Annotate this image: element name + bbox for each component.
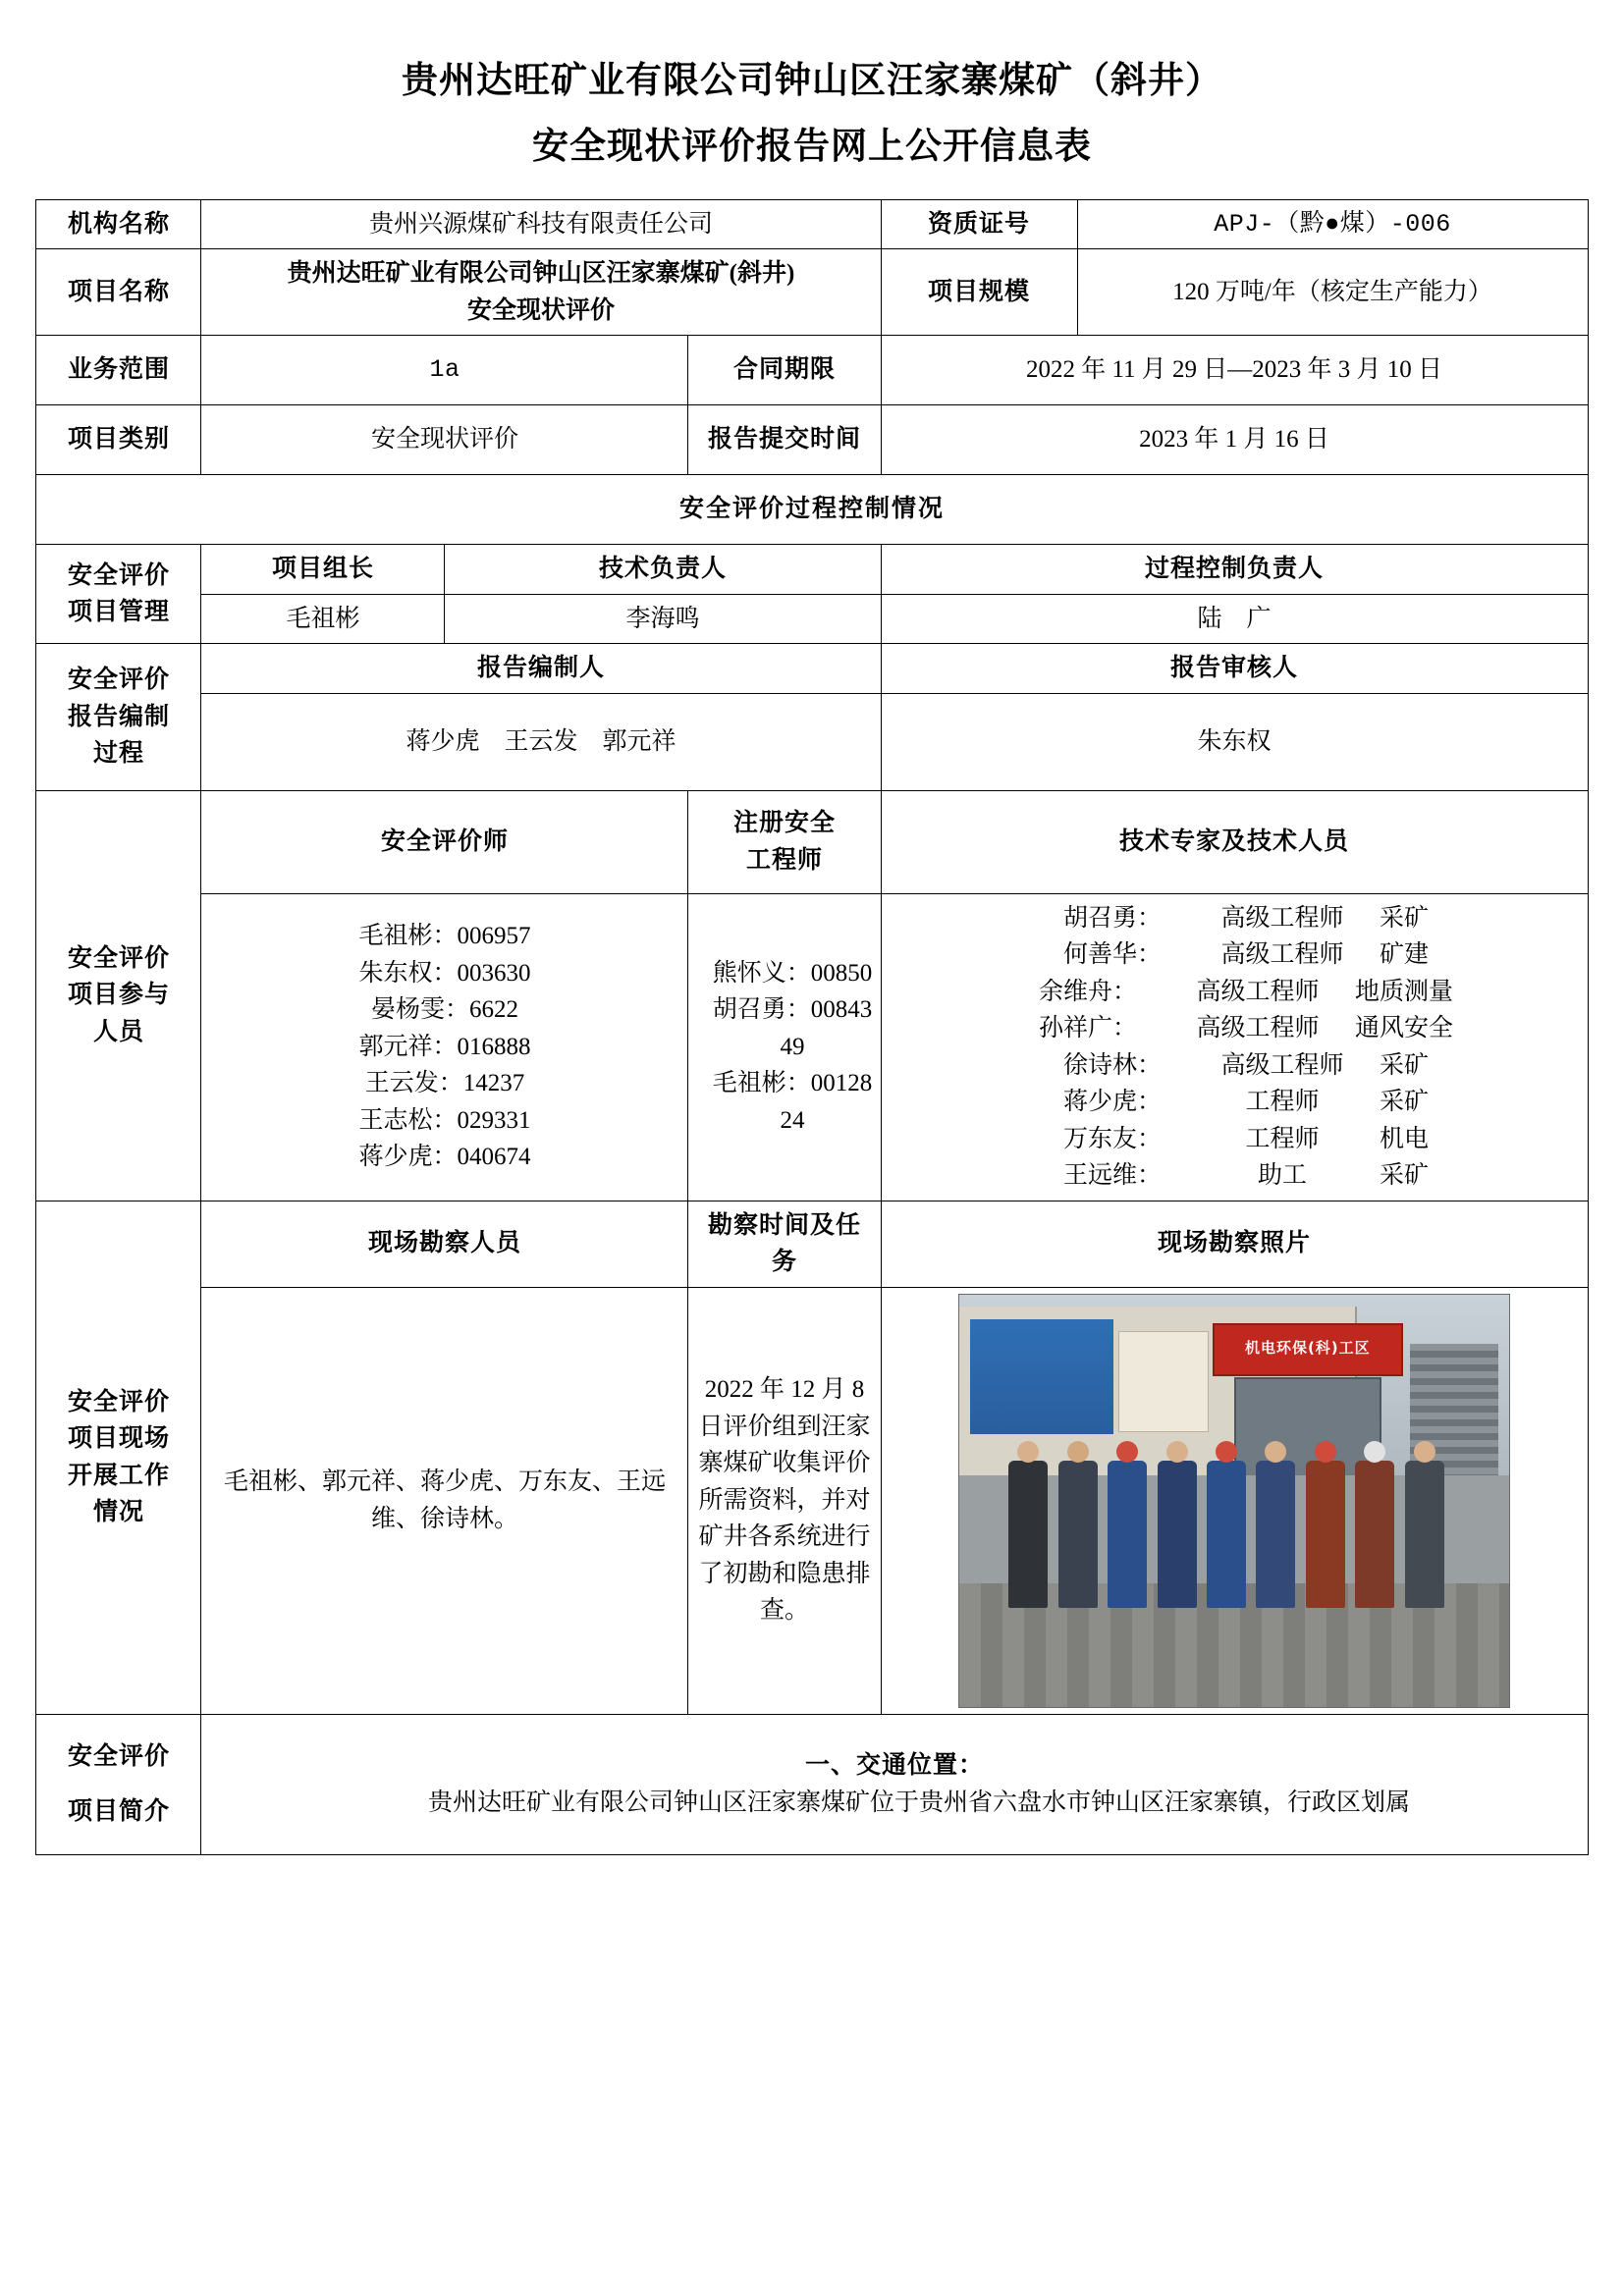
intro-content [201,1714,1588,1854]
expert-title: 高级工程师 [1220,1051,1344,1079]
table-row [36,336,1588,405]
page-title-line1: 贵州达旺矿业有限公司钟山区汪家寨煤矿（斜井） [402,61,1222,101]
expert-name: 何善华： [1062,941,1162,969]
registered-engineer-header-line1: 注册安全 [732,810,836,837]
contract-period-value: 2022 年 11 月 29 日—2023 年 3 月 10 日 [881,336,1588,405]
list-item: 蒋少虎：040674 [358,1144,531,1171]
photo-person-head [1315,1441,1336,1463]
table-row [36,790,1588,893]
project-management-label [36,545,201,644]
expert-field: 地质测量 [1355,978,1454,1005]
list-item [890,900,1580,937]
list-item: 毛祖彬：0012824 [712,1070,873,1134]
list-item [890,1084,1580,1121]
expert-title: 高级工程师 [1220,941,1344,969]
photo-person-head [1265,1441,1286,1463]
project-name-line2: 安全现状评价 [466,296,615,324]
participants-label-line3: 人员 [92,1018,144,1045]
site-photo-cell [881,1287,1588,1714]
table-row [36,644,1588,694]
expert-field: 采矿 [1380,1089,1430,1116]
submit-time-value: 2023 年 1 月 16 日 [881,405,1588,475]
expert-name: 万东友： [1062,1125,1162,1152]
report-process-label-line3: 过程 [92,740,144,768]
business-scope-label: 业务范围 [36,336,201,405]
site-time-header: 勘察时间及任务 [688,1201,881,1287]
project-name-line1: 贵州达旺矿业有限公司钟山区汪家寨煤矿(斜井) [287,260,795,288]
page-title-line2: 安全现状评价报告网上公开信息表 [532,127,1092,168]
project-name-label: 项目名称 [36,249,201,336]
photo-person [1158,1461,1197,1608]
expert-name: 徐诗林： [1062,1051,1162,1079]
table-row [36,1714,1588,1854]
expert-field: 机电 [1380,1125,1430,1152]
table-row [36,1287,1588,1714]
experts-list [881,893,1588,1201]
registered-engineer-header-line2: 工程师 [745,846,823,874]
page-title [35,53,1589,176]
expert-title: 工程师 [1245,1125,1320,1152]
list-item: 郭元祥：016888 [358,1033,531,1060]
photo-person-head [1166,1441,1188,1463]
table-row [36,693,1588,790]
expert-title: 助工 [1257,1162,1307,1190]
intro-paragraph: 贵州达旺矿业有限公司钟山区汪家寨煤矿位于贵州省六盘水市钟山区汪家寨镇，行政区划属 [427,1789,1410,1816]
writer-header: 报告编制人 [201,644,881,694]
tech-head-value: 李海鸣 [445,594,881,644]
list-item [890,1010,1580,1047]
photo-person-head [1216,1441,1237,1463]
project-scale-value: 120 万吨/年（核定生产能力） [1077,249,1588,336]
photo-person [1207,1461,1246,1608]
table-row [36,594,1588,644]
site-work-label [36,1201,201,1714]
expert-name: 王远维： [1062,1162,1162,1190]
business-scope-value: 1a [201,336,688,405]
cert-no-label: 资质证号 [881,199,1077,249]
expert-name: 余维舟： [1038,978,1137,1005]
table-row [36,405,1588,475]
table-row [36,893,1588,1201]
photo-person-head [1414,1441,1435,1463]
expert-title: 高级工程师 [1196,978,1320,1005]
intro-label-line2: 项目简介 [67,1797,170,1825]
participants-label-line1: 安全评价 [67,944,170,972]
photo-banner [970,1319,1113,1435]
reviewer-value: 朱东权 [881,693,1588,790]
table-row [36,475,1588,545]
process-head-value: 陆 广 [881,594,1588,644]
photo-person [1405,1461,1444,1608]
expert-title: 高级工程师 [1196,1015,1320,1042]
expert-field: 采矿 [1380,904,1430,932]
intro-label [36,1714,201,1854]
list-item: 毛祖彬：006957 [358,923,531,950]
list-item [890,936,1580,974]
org-name-label: 机构名称 [36,199,201,249]
registered-engineer-list [688,893,881,1201]
info-table [35,199,1588,1855]
report-process-label-line2: 报告编制 [67,703,170,730]
list-item [890,974,1580,1011]
process-head-header: 过程控制负责人 [881,545,1588,595]
intro-label-line1: 安全评价 [67,1743,170,1771]
cert-no-value: APJ-（黔●煤）-006 [1077,199,1588,249]
contract-period-label: 合同期限 [688,336,881,405]
site-survey-photo [958,1294,1510,1708]
submit-time-label: 报告提交时间 [688,405,881,475]
expert-field: 采矿 [1380,1162,1430,1190]
leader-header: 项目组长 [201,545,445,595]
list-item: 胡召勇：0084349 [712,996,873,1060]
site-time-value: 2022 年 12 月 8 日评价组到汪家寨煤矿收集评价所需资料，并对矿井各系统进行了初勘和隐患排查。 [688,1287,881,1714]
photo-person-head [1017,1441,1039,1463]
participants-label-line2: 项目参与 [67,982,170,1009]
project-type-label: 项目类别 [36,405,201,475]
expert-field: 通风安全 [1355,1015,1454,1042]
tech-head-header: 技术负责人 [445,545,881,595]
site-work-label-line1: 安全评价 [67,1388,170,1415]
list-item [890,1121,1580,1158]
expert-name: 胡召勇： [1062,904,1162,932]
project-management-label-line2: 项目管理 [67,599,170,626]
site-photo-header: 现场勘察照片 [881,1201,1588,1287]
org-name-value: 贵州兴源煤矿科技有限责任公司 [201,199,881,249]
list-item: 王云发：14237 [364,1070,525,1097]
site-people-header: 现场勘察人员 [201,1201,688,1287]
project-name-value [201,249,881,336]
table-row [36,199,1588,249]
assessor-list [201,893,688,1201]
site-people-value: 毛祖彬、郭元祥、蒋少虎、万东友、王远维、徐诗林。 [201,1287,688,1714]
assessor-header: 安全评价师 [201,790,688,893]
reviewer-header: 报告审核人 [881,644,1588,694]
report-process-label-line1: 安全评价 [67,667,170,694]
process-control-section-title: 安全评价过程控制情况 [36,475,1588,545]
table-row [36,249,1588,336]
project-management-label-line1: 安全评价 [67,561,170,589]
photo-person [1355,1461,1394,1608]
photo-person [1306,1461,1345,1608]
writer-value: 蒋少虎 王云发 郭元祥 [201,693,881,790]
list-item: 晏杨雯：6622 [370,996,518,1024]
photo-person-head [1067,1441,1089,1463]
expert-title: 工程师 [1245,1089,1320,1116]
leader-value: 毛祖彬 [201,594,445,644]
photo-person [1058,1461,1098,1608]
expert-field: 矿建 [1380,941,1430,969]
photo-person [1008,1461,1048,1608]
photo-person [1108,1461,1147,1608]
list-item: 朱东权：003630 [358,959,531,987]
experts-header: 技术专家及技术人员 [881,790,1588,893]
list-item [890,1047,1580,1085]
photo-person [1256,1461,1295,1608]
intro-heading: 一、交通位置： [804,1752,984,1780]
site-work-label-line4: 情况 [92,1499,144,1526]
expert-field: 采矿 [1380,1051,1430,1079]
photo-person-head [1116,1441,1138,1463]
site-work-label-line2: 项目现场 [67,1425,170,1453]
list-item: 王志松：029331 [358,1106,531,1134]
expert-name: 孙祥广： [1038,1015,1137,1042]
report-process-label [36,644,201,791]
photo-person-head [1364,1441,1385,1463]
site-work-label-line3: 开展工作 [67,1462,170,1489]
registered-engineer-header [688,790,881,893]
expert-name: 蒋少虎： [1062,1089,1162,1116]
project-type-value: 安全现状评价 [201,405,688,475]
photo-notice-board [1118,1331,1209,1432]
expert-title: 高级工程师 [1220,904,1344,932]
participants-label [36,790,201,1201]
project-scale-label: 项目规模 [881,249,1077,336]
table-row [36,1201,1588,1287]
list-item: 熊怀义：00850 [712,959,873,987]
table-row [36,545,1588,595]
list-item [890,1157,1580,1195]
photo-sign: 机电环保(科)工区 [1213,1323,1403,1376]
